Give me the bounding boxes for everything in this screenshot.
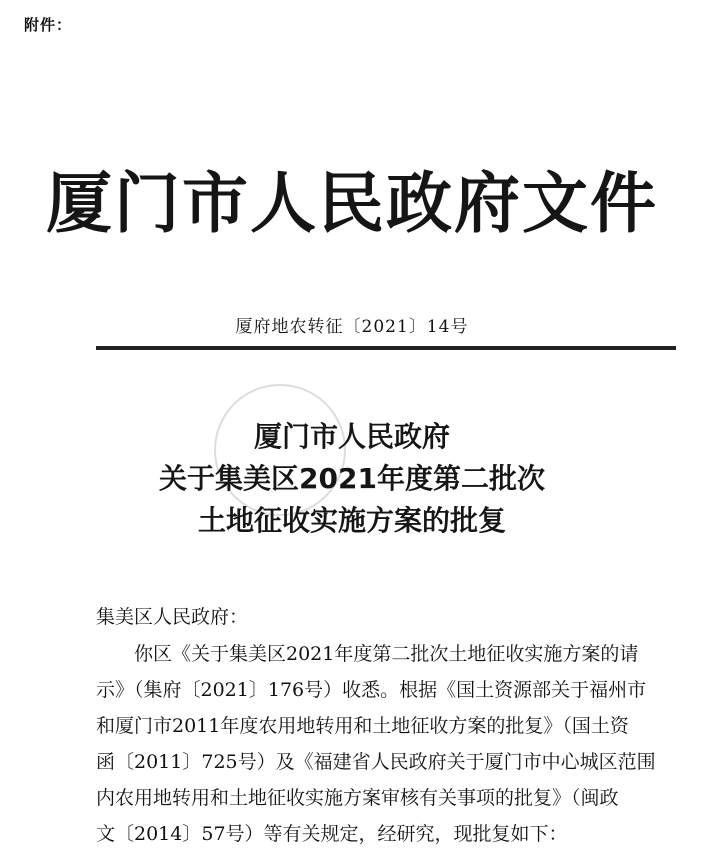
- body-line: 内农用地转用和土地征收实施方案审核有关事项的批复》（闽政: [96, 787, 619, 809]
- title-line-3: 土地征收实施方案的批复: [197, 504, 506, 537]
- body-line: 和厦门市2011年度农用地转用和土地征收方案的批复》（国土资: [96, 715, 629, 737]
- title-line-2: 关于集美区2021年度第二批次: [159, 462, 545, 495]
- header-divider: [96, 346, 676, 350]
- attachment-label: 附件：: [24, 16, 73, 34]
- salutation: 集美区人民政府：: [96, 606, 249, 628]
- document-number: 厦府地农转征〔2021〕14号: [235, 317, 469, 337]
- title-line-1: 厦门市人民政府: [253, 420, 450, 453]
- document-title: [0, 416, 704, 542]
- body-line: 你区《关于集美区2021年度第二批次土地征收实施方案的请: [134, 643, 639, 665]
- body-line: 示》（集府〔2021〕176号）收悉。根据《国土资源部关于福州市: [96, 679, 647, 701]
- document-masthead: 厦门市人民政府文件: [46, 165, 658, 242]
- body-line: 函〔2011〕725号）及《福建省人民政府关于厦门市中心城区范围: [96, 751, 656, 773]
- body-line: 文〔2014〕57号）等有关规定，经研究，现批复如下：: [96, 823, 568, 845]
- body-text: [96, 636, 680, 852]
